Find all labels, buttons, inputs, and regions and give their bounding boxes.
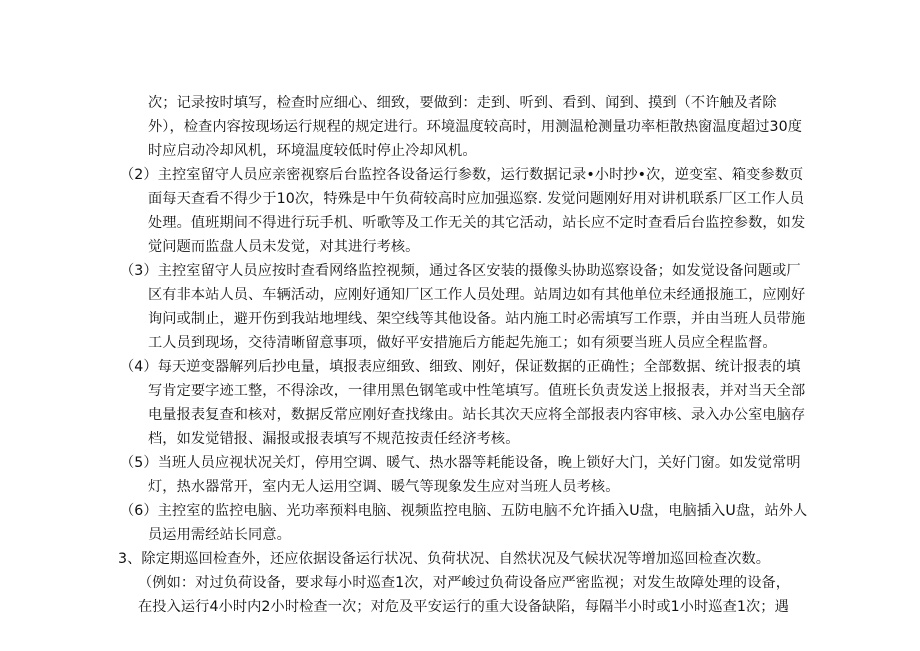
text-line: 询问或制止，避开伤到我站地埋线、架空线等其他设备。站内施工时必需填写工作票，并由当班人员带施 bbox=[148, 311, 806, 327]
text-line: 档，如发觉错报、漏报或报表填写不规范按责任经济考核。 bbox=[148, 431, 520, 447]
text-line: 觉问题而监盘人员未发觉，对其进行考核。 bbox=[148, 239, 420, 255]
text-line: 写肯定要字迹工整，不得涂改，一律用黑色钢笔或中性笔填写。值班长负责发送上报报表，并对当天全部 bbox=[148, 383, 806, 399]
text-line: 面每天查看不得少于10次，特殊是中午负荷较高时应加强巡察. 发觉问题刚好用对讲机联系厂区工作人员 bbox=[148, 191, 805, 207]
text-line: 区有非本站人员、车辆活动，应刚好通知厂区工作人员处理。站周边如有其他单位未经通报施工，应刚好 bbox=[148, 287, 806, 303]
text-line: 员运用需经站长同意。 bbox=[148, 527, 291, 543]
text-line: （4）每天逆变器解列后抄电量，填报表应细致、细致、刚好，保证数据的正确性；全部数据、统计报表的填 bbox=[120, 359, 801, 375]
text-line: 3、除定期巡回检查外，还应依据设备运行状况、负荷状况、自然状况及气候状况等增加巡回检查次数。 bbox=[118, 551, 771, 567]
text-line: （6）主控室的监控电脑、光功率预料电脑、视频监控电脑、五防电脑不允许插入U盘，电脑插入U盘，站外人 bbox=[120, 503, 808, 519]
text-line: 在投入运行4小时内2小时检查一次；对危及平安运行的重大设备缺陷，每隔半小时或1小时巡查1次；遇 bbox=[138, 599, 789, 615]
text-line: （3）主控室留守人员应按时查看网络监控视频，通过各区安装的摄像头协助巡察设备；如发觉设备问题或厂 bbox=[120, 263, 801, 279]
text-line: 外），检查内容按现场运行规程的规定进行。环境温度较高时，用测温枪测量功率柜散热窗温度超过30度 bbox=[148, 119, 803, 135]
text-line: （5）当班人员应视状况关灯，停用空调、暖气、热水器等耗能设备，晚上锁好大门，关好门窗。如发觉常明 bbox=[120, 455, 801, 471]
text-line: 时应启动冷却风机，环境温度较低时停止冷却风机。 bbox=[148, 143, 477, 159]
text-line: 工人员到现场，交待清晰留意事项，做好平安措施后方能起先施工；如有须要当班人员应全程监督。 bbox=[148, 335, 777, 351]
text-line: 处理。值班期间不得进行玩手机、听歌等及工作无关的其它活动，站长应不定时查看后台监控参数，如发 bbox=[148, 215, 806, 231]
text-line: （2）主控室留守人员应亲密视察后台监控各设备运行参数，运行数据记录•小时抄•次，逆变室、箱变参数页 bbox=[120, 167, 804, 183]
text-line: 次；记录按时填写，检查时应细心、细致，要做到：走到、听到、看到、闻到、摸到（不许触及者除 bbox=[148, 95, 777, 111]
text-line: 电量报表复查和核对，数据反常应刚好查找缘由。站长其次天应将全部报表内容审核、录入办公室电脑存 bbox=[148, 407, 806, 423]
text-line: （例如：对过负荷设备，要求每小时巡查1次，对严峻过负荷设备应严密监视；对发生故障处理的设备， bbox=[138, 575, 791, 591]
text-line: 灯，热水器常开，室内无人运用空调、暖气等现象发生应对当班人员考核。 bbox=[148, 479, 620, 495]
